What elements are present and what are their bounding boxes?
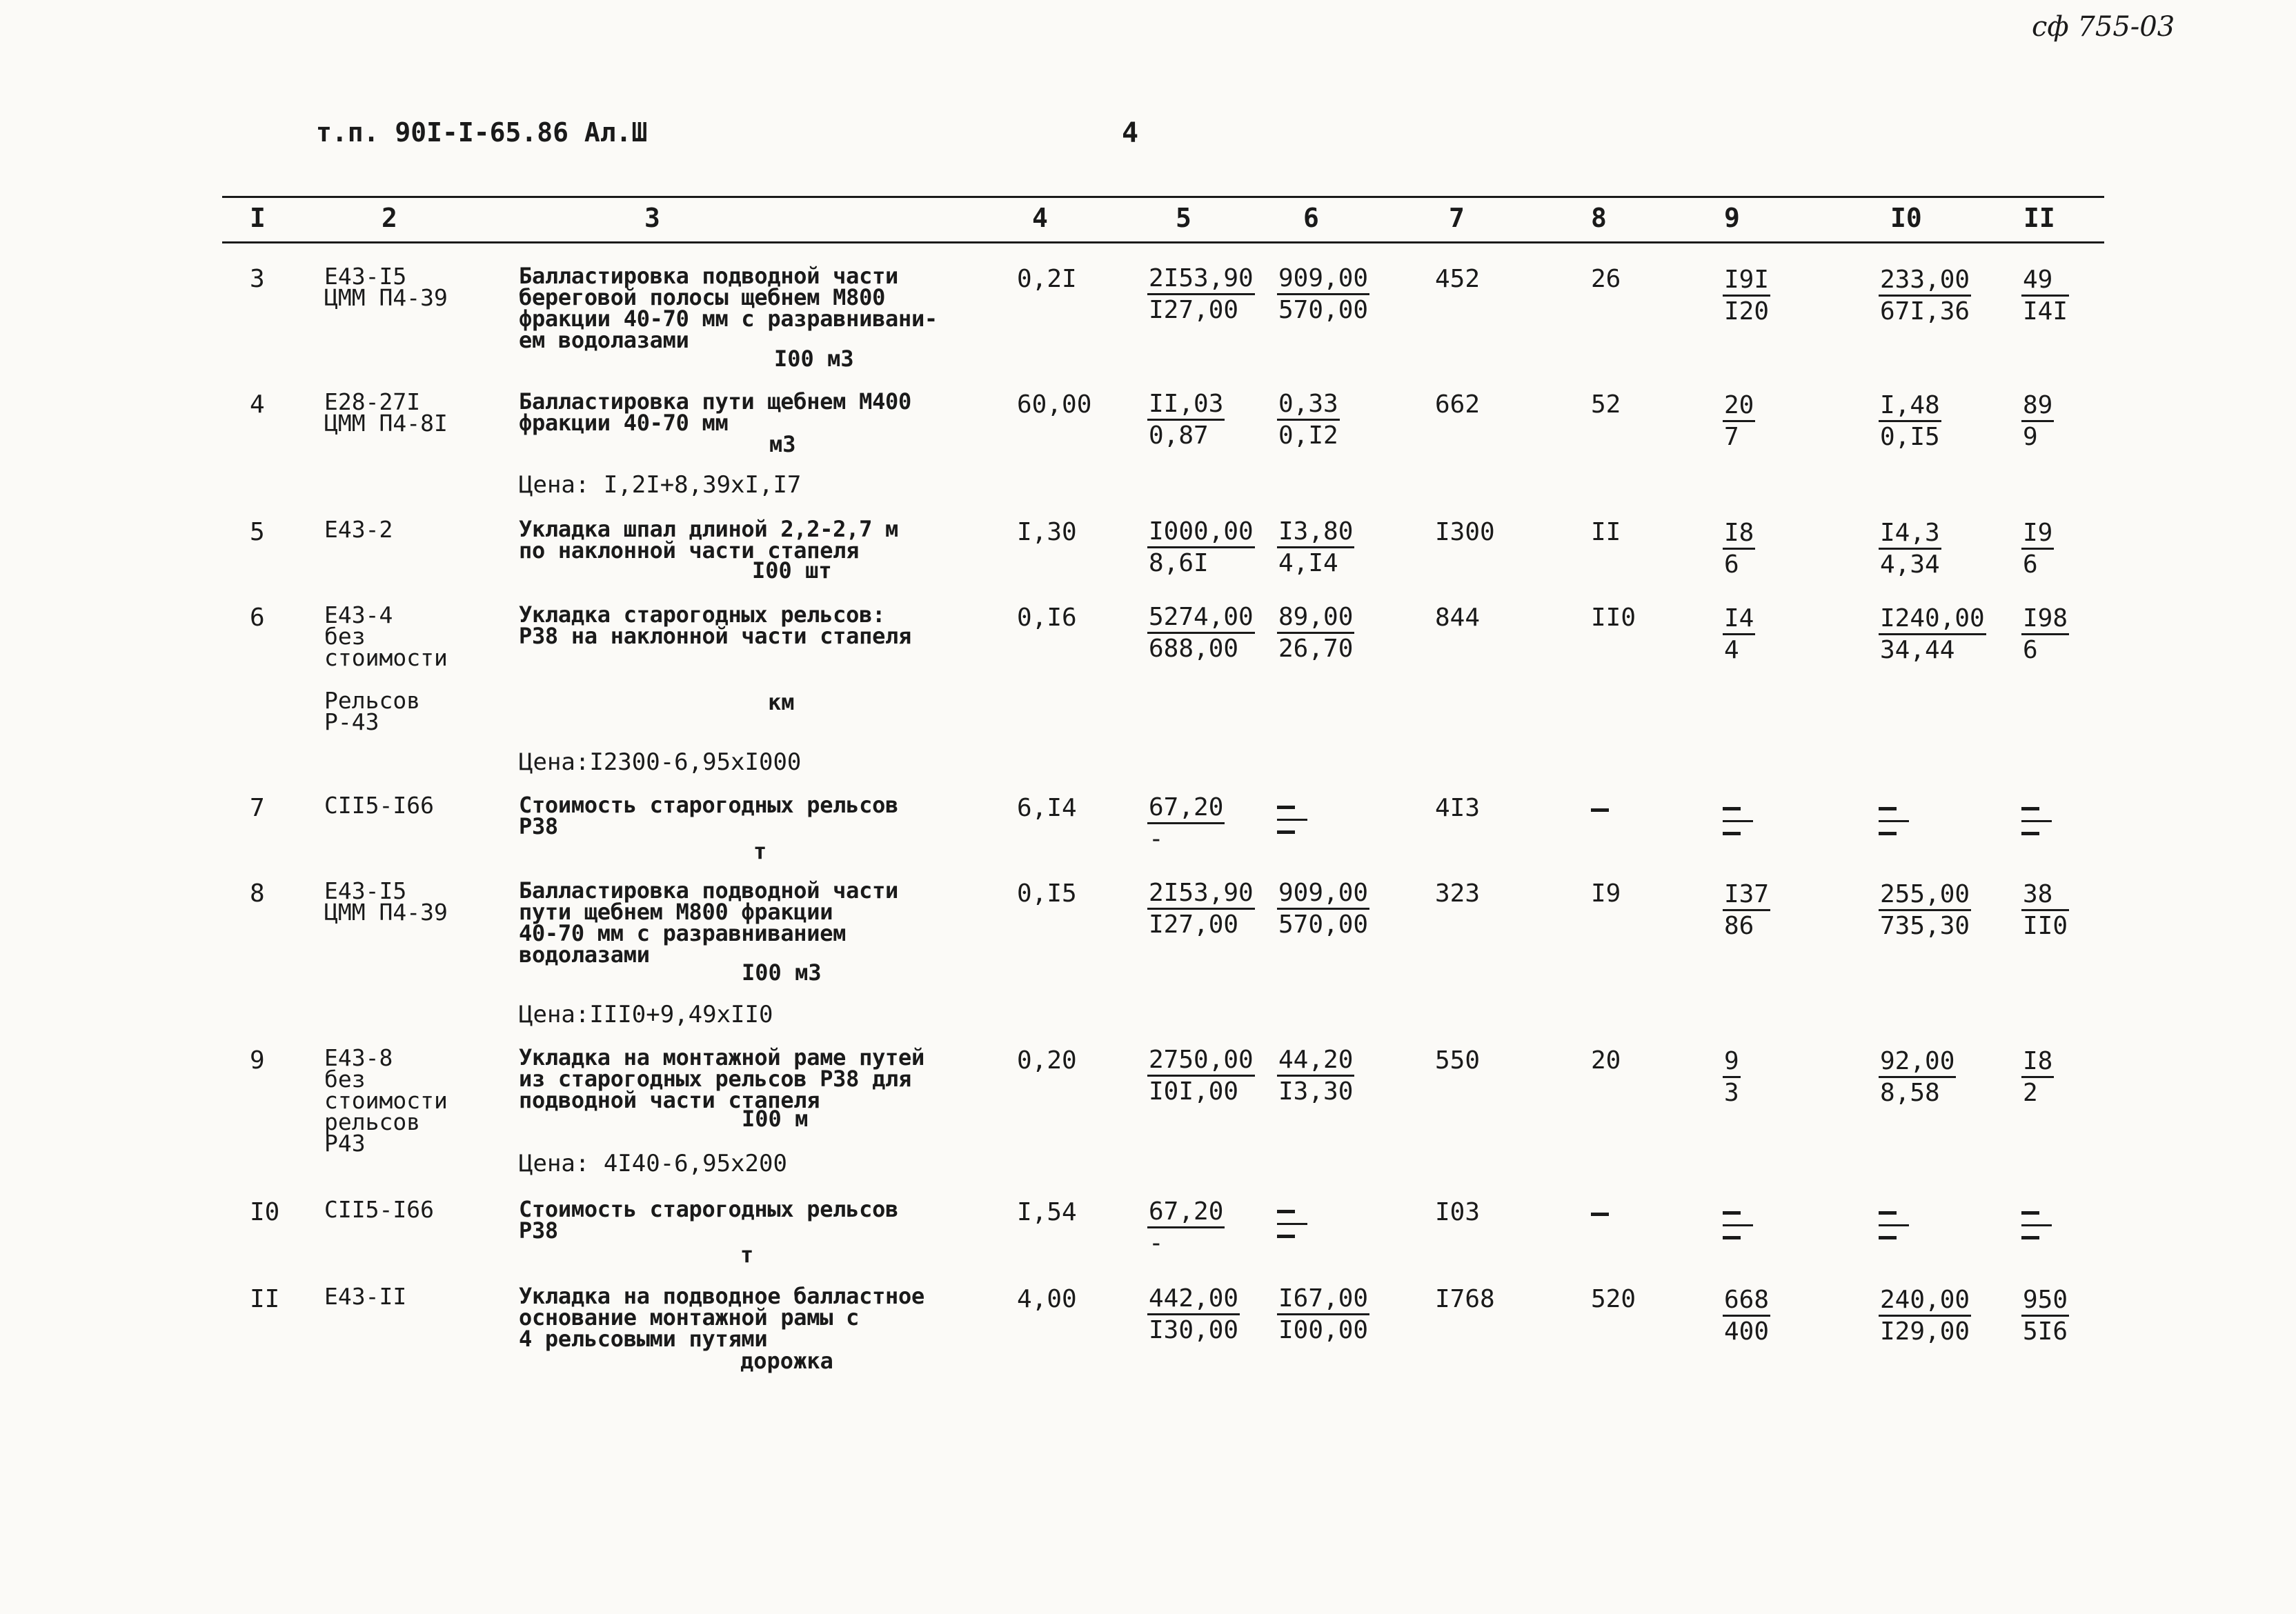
dash-mark: [2021, 1236, 2039, 1239]
row-number: II: [250, 1285, 280, 1313]
dash-mark: [1277, 806, 1295, 809]
fraction-bar: [1723, 820, 1753, 822]
denominator: 6: [2023, 550, 2038, 579]
column-header: 8: [1591, 203, 1607, 233]
dash-mark: [1723, 807, 1741, 810]
numerator: 49: [2021, 266, 2069, 297]
denominator: 6: [2023, 636, 2038, 664]
machine-total-fraction: [1723, 1202, 1753, 1249]
unit-cost-fraction: [1147, 1197, 1225, 1259]
machine-cost-fraction: [1277, 1200, 1307, 1248]
numerator: 5274,00: [1147, 603, 1255, 634]
numerator: 67,20: [1147, 1197, 1225, 1228]
quantity: I,30: [1017, 518, 1077, 546]
column-header: II: [2023, 203, 2055, 233]
numerator: I8: [2021, 1047, 2054, 1078]
machine-total-fraction: [1723, 604, 1755, 666]
wages-total: [1591, 1213, 1609, 1216]
denominator: 688,00: [1149, 635, 1239, 663]
row-number: 5: [250, 518, 265, 546]
wages-total: 20: [1591, 1046, 1621, 1075]
numerator: 92,00: [1879, 1047, 1956, 1078]
numerator: 442,00: [1147, 1284, 1240, 1315]
total-cost: 844: [1435, 604, 1481, 632]
denominator: 86: [1724, 912, 1754, 940]
denominator: 34,44: [1880, 636, 1955, 664]
wages-total: 52: [1591, 390, 1621, 419]
item-unit: дорожка: [740, 1348, 833, 1374]
numerator: I67,00: [1277, 1284, 1369, 1315]
numerator: 2I53,90: [1147, 879, 1255, 910]
unit-cost-fraction: [1147, 390, 1225, 451]
row-number: 8: [250, 879, 265, 908]
unit-cost-fraction: [1147, 1284, 1240, 1346]
denominator: I27,00: [1149, 910, 1239, 939]
fraction-bar: [1879, 1224, 1909, 1226]
item-unit: м3: [769, 431, 796, 457]
unit-cost-fraction: [1147, 879, 1255, 940]
document-reference: т.п. 90I-I-65.86 Ал.Ш: [316, 117, 648, 148]
dash-mark: [1277, 1210, 1295, 1213]
denominator: 570,00: [1278, 296, 1369, 324]
table-header-rule: [222, 241, 2104, 243]
row-number: 4: [250, 390, 265, 419]
item-code: E28-27I ЦММ П4-8I: [324, 388, 448, 437]
labor-hours-fraction: [1879, 880, 1971, 942]
denominator: 4,34: [1880, 550, 1940, 579]
denominator: -: [1149, 1229, 1164, 1257]
machine-total-fraction: [1723, 880, 1770, 942]
total-cost: 452: [1435, 265, 1481, 293]
numerator: 67,20: [1147, 793, 1225, 824]
labor-hours-fraction: [1879, 266, 1971, 327]
labor-total-fraction: [2021, 1047, 2054, 1108]
numerator: II,03: [1147, 390, 1225, 421]
item-price-formula: Цена:I2300-6,95xI000: [519, 748, 802, 776]
denominator: 6: [1724, 550, 1739, 579]
dash-mark: [1879, 1211, 1897, 1215]
numerator: I37: [1723, 880, 1770, 911]
labor-total-fraction: [2021, 1286, 2069, 1347]
machine-cost-fraction: [1277, 264, 1369, 326]
machine-total-fraction: [1723, 266, 1770, 327]
denominator: I30,00: [1149, 1316, 1239, 1344]
machine-cost-fraction: [1277, 1046, 1354, 1107]
total-cost: 4I3: [1435, 794, 1481, 822]
numerator: 89,00: [1277, 603, 1354, 634]
wages-total: 520: [1591, 1285, 1636, 1313]
dash-mark: [2021, 832, 2039, 835]
labor-hours-fraction: [1879, 1202, 1909, 1249]
denominator: 0,I5: [1880, 423, 1940, 451]
quantity: 4,00: [1017, 1285, 1077, 1313]
dash-mark: [1723, 1236, 1741, 1239]
total-cost: I300: [1435, 518, 1495, 546]
item-description: Укладка старогодных рельсов: Р38 на наклонной части стапеля: [519, 601, 911, 649]
numerator: 950: [2021, 1286, 2069, 1317]
quantity: 60,00: [1017, 390, 1092, 419]
dash-mark: [2021, 807, 2039, 810]
wages-total: II0: [1591, 604, 1636, 632]
denominator: 26,70: [1278, 635, 1354, 663]
denominator: 0,I2: [1278, 421, 1338, 450]
machine-total-fraction: [1723, 1047, 1741, 1108]
numerator: 233,00: [1879, 266, 1971, 297]
item-description: Укладка на подводное балластное основание монтажной рамы с 4 рельсовыми путями: [519, 1283, 924, 1352]
numerator: 9: [1723, 1047, 1741, 1078]
item-code: CII5-I66: [324, 1196, 434, 1223]
dash-mark: [1723, 832, 1741, 835]
row-number: 6: [250, 604, 265, 632]
numerator: I240,00: [1879, 604, 1986, 635]
archive-signature: сф 755-03: [2032, 11, 2175, 43]
numerator: I4,3: [1879, 519, 1941, 550]
item-code: E43-2: [324, 516, 393, 543]
item-description: Стоимость старогодных рельсов Р38: [519, 792, 899, 839]
labor-total-fraction: [2021, 266, 2069, 327]
numerator: 0,33: [1277, 390, 1340, 421]
row-number: 9: [250, 1046, 265, 1075]
unit-cost-fraction: [1147, 517, 1255, 579]
item-price-formula: Цена: I,2I+8,39xI,I7: [519, 471, 802, 499]
denominator: 2: [2023, 1079, 2038, 1107]
unit-cost-fraction: [1147, 793, 1225, 855]
machine-cost-fraction: [1277, 603, 1354, 664]
dash-mark: [1879, 1236, 1897, 1239]
numerator: 668: [1723, 1286, 1770, 1317]
denominator: I4I: [2023, 297, 2068, 326]
column-header: 2: [382, 203, 397, 233]
column-header: 3: [644, 203, 660, 233]
denominator: 3: [1724, 1079, 1739, 1107]
column-header: 9: [1724, 203, 1740, 233]
numerator: 38: [2021, 880, 2069, 911]
wages-total: 26: [1591, 265, 1621, 293]
numerator: 909,00: [1277, 879, 1369, 910]
column-header: 4: [1032, 203, 1048, 233]
machine-total-fraction: [1723, 391, 1755, 452]
item-code: CII5-I66: [324, 792, 434, 819]
labor-total-fraction: [2021, 1202, 2052, 1249]
denominator: 4: [1724, 636, 1739, 664]
numerator: I9: [2021, 519, 2054, 550]
quantity: I,54: [1017, 1198, 1077, 1226]
denominator: I20: [1724, 297, 1770, 326]
item-description: Балластировка подводной части береговой полосы щебнем М800 фракции 40-70 мм с разравнивани- ем водолазами: [519, 263, 938, 353]
machine-cost-fraction: [1277, 1284, 1369, 1346]
item-code: E43-II: [324, 1283, 407, 1310]
total-cost: 550: [1435, 1046, 1481, 1075]
unit-cost-fraction: [1147, 603, 1255, 664]
fraction-bar: [2021, 1224, 2052, 1226]
labor-hours-fraction: [1879, 519, 1941, 580]
numerator: I4: [1723, 604, 1755, 635]
wages-total: [1591, 808, 1609, 812]
page-number: 4: [1122, 117, 1139, 149]
denominator: 4,I4: [1278, 549, 1338, 577]
numerator: 909,00: [1277, 264, 1369, 295]
item-code: E43-8 без стоимости рельсов Р43: [324, 1044, 448, 1157]
total-cost: I768: [1435, 1285, 1495, 1313]
row-number: I0: [250, 1198, 280, 1226]
machine-total-fraction: [1723, 1286, 1770, 1347]
column-header: 7: [1449, 203, 1465, 233]
labor-total-fraction: [2021, 604, 2069, 666]
labor-total-fraction: [2021, 797, 2052, 845]
quantity: 0,I5: [1017, 879, 1077, 908]
item-unit: I00 м: [742, 1106, 809, 1132]
machine-total-fraction: [1723, 797, 1753, 845]
total-cost: I03: [1435, 1198, 1481, 1226]
wages-total: I9: [1591, 879, 1621, 908]
machine-cost-fraction: [1277, 517, 1354, 579]
labor-hours-fraction: [1879, 1286, 1971, 1347]
machine-cost-fraction: [1277, 390, 1340, 451]
numerator: I000,00: [1147, 517, 1255, 548]
total-cost: 323: [1435, 879, 1481, 908]
quantity: 0,20: [1017, 1046, 1077, 1075]
dash-mark: [2021, 1211, 2039, 1215]
quantity: 6,I4: [1017, 794, 1077, 822]
denominator: 400: [1724, 1317, 1770, 1346]
item-code-note: Рельсов Р-43: [324, 687, 421, 735]
column-header: I0: [1890, 203, 1922, 233]
denominator: 8,6I: [1149, 549, 1209, 577]
denominator: 9: [2023, 423, 2038, 451]
item-description: Укладка шпал длиной 2,2-2,7 м по наклонной части стапеля: [519, 516, 899, 564]
item-unit: I00 шт: [752, 557, 832, 584]
denominator: 0,87: [1149, 421, 1209, 450]
denominator: 570,00: [1278, 910, 1369, 939]
numerator: 2I53,90: [1147, 264, 1255, 295]
denominator: 7: [1724, 423, 1739, 451]
numerator: I9I: [1723, 266, 1770, 297]
denominator: 67I,36: [1880, 297, 1970, 326]
denominator: I00,00: [1278, 1316, 1369, 1344]
table-top-rule: [222, 196, 2104, 198]
denominator: 5I6: [2023, 1317, 2068, 1346]
numerator: 240,00: [1879, 1286, 1971, 1317]
numerator: I8: [1723, 519, 1755, 550]
labor-hours-fraction: [1879, 604, 1986, 666]
quantity: 0,2I: [1017, 265, 1077, 293]
dash-mark: [1879, 832, 1897, 835]
labor-hours-fraction: [1879, 1047, 1956, 1108]
item-price-formula: Цена:III0+9,49xII0: [519, 1001, 773, 1028]
wages-total: II: [1591, 518, 1621, 546]
denominator: 8,58: [1880, 1079, 1940, 1107]
machine-cost-fraction: [1277, 796, 1307, 844]
item-unit: т: [740, 1242, 754, 1268]
item-unit: I00 м3: [774, 346, 854, 372]
denominator: I0I,00: [1149, 1077, 1239, 1106]
item-unit: км: [768, 689, 795, 715]
numerator: 20: [1723, 391, 1755, 422]
item-code: E43-I5 ЦММ П4-39: [324, 263, 448, 311]
denominator: II0: [2023, 912, 2068, 940]
total-cost: 662: [1435, 390, 1481, 419]
denominator: -: [1149, 825, 1164, 853]
item-unit: т: [753, 838, 767, 864]
fraction-bar: [1879, 820, 1909, 822]
unit-cost-fraction: [1147, 264, 1255, 326]
item-code: E43-4 без стоимости: [324, 601, 448, 671]
denominator: I3,30: [1278, 1077, 1354, 1106]
item-description: Укладка на монтажной раме путей из старогодных рельсов Р38 для подводной части стапеля: [519, 1044, 924, 1113]
numerator: I3,80: [1277, 517, 1354, 548]
labor-hours-fraction: [1879, 391, 1941, 452]
labor-total-fraction: [2021, 519, 2054, 580]
dash-mark: [1879, 807, 1897, 810]
quantity: 0,I6: [1017, 604, 1077, 632]
item-price-formula: Цена: 4I40-6,95x200: [519, 1150, 787, 1177]
numerator: 255,00: [1879, 880, 1971, 911]
labor-hours-fraction: [1879, 797, 1909, 845]
column-header: I: [250, 203, 266, 233]
numerator: I98: [2021, 604, 2069, 635]
labor-total-fraction: [2021, 880, 2069, 942]
unit-cost-fraction: [1147, 1046, 1255, 1107]
fraction-bar: [1277, 1223, 1307, 1225]
dash-mark: [1277, 1235, 1295, 1238]
dash-mark: [1723, 1211, 1741, 1215]
item-code: E43-I5 ЦММ П4-39: [324, 877, 448, 926]
machine-cost-fraction: [1277, 879, 1369, 940]
machine-total-fraction: [1723, 519, 1755, 580]
numerator: 44,20: [1277, 1046, 1354, 1077]
row-number: 3: [250, 265, 265, 293]
denominator: I27,00: [1149, 296, 1239, 324]
labor-total-fraction: [2021, 391, 2054, 452]
denominator: I29,00: [1880, 1317, 1970, 1346]
dash-mark: [1277, 830, 1295, 834]
fraction-bar: [2021, 820, 2052, 822]
numerator: 2750,00: [1147, 1046, 1255, 1077]
fraction-bar: [1277, 819, 1307, 821]
numerator: 89: [2021, 391, 2054, 422]
item-unit: I00 м3: [742, 959, 822, 986]
item-description: Стоимость старогодных рельсов Р38: [519, 1196, 899, 1244]
row-number: 7: [250, 794, 265, 822]
fraction-bar: [1723, 1224, 1753, 1226]
denominator: 735,30: [1880, 912, 1970, 940]
item-description: Балластировка пути щебнем М400 фракции 40-70 мм: [519, 388, 911, 436]
numerator: I,48: [1879, 391, 1941, 422]
column-header: 5: [1176, 203, 1191, 233]
item-description: Балластировка подводной части пути щебнем М800 фракции 40-70 мм с разравниванием водолазами: [519, 877, 899, 968]
column-header: 6: [1303, 203, 1319, 233]
